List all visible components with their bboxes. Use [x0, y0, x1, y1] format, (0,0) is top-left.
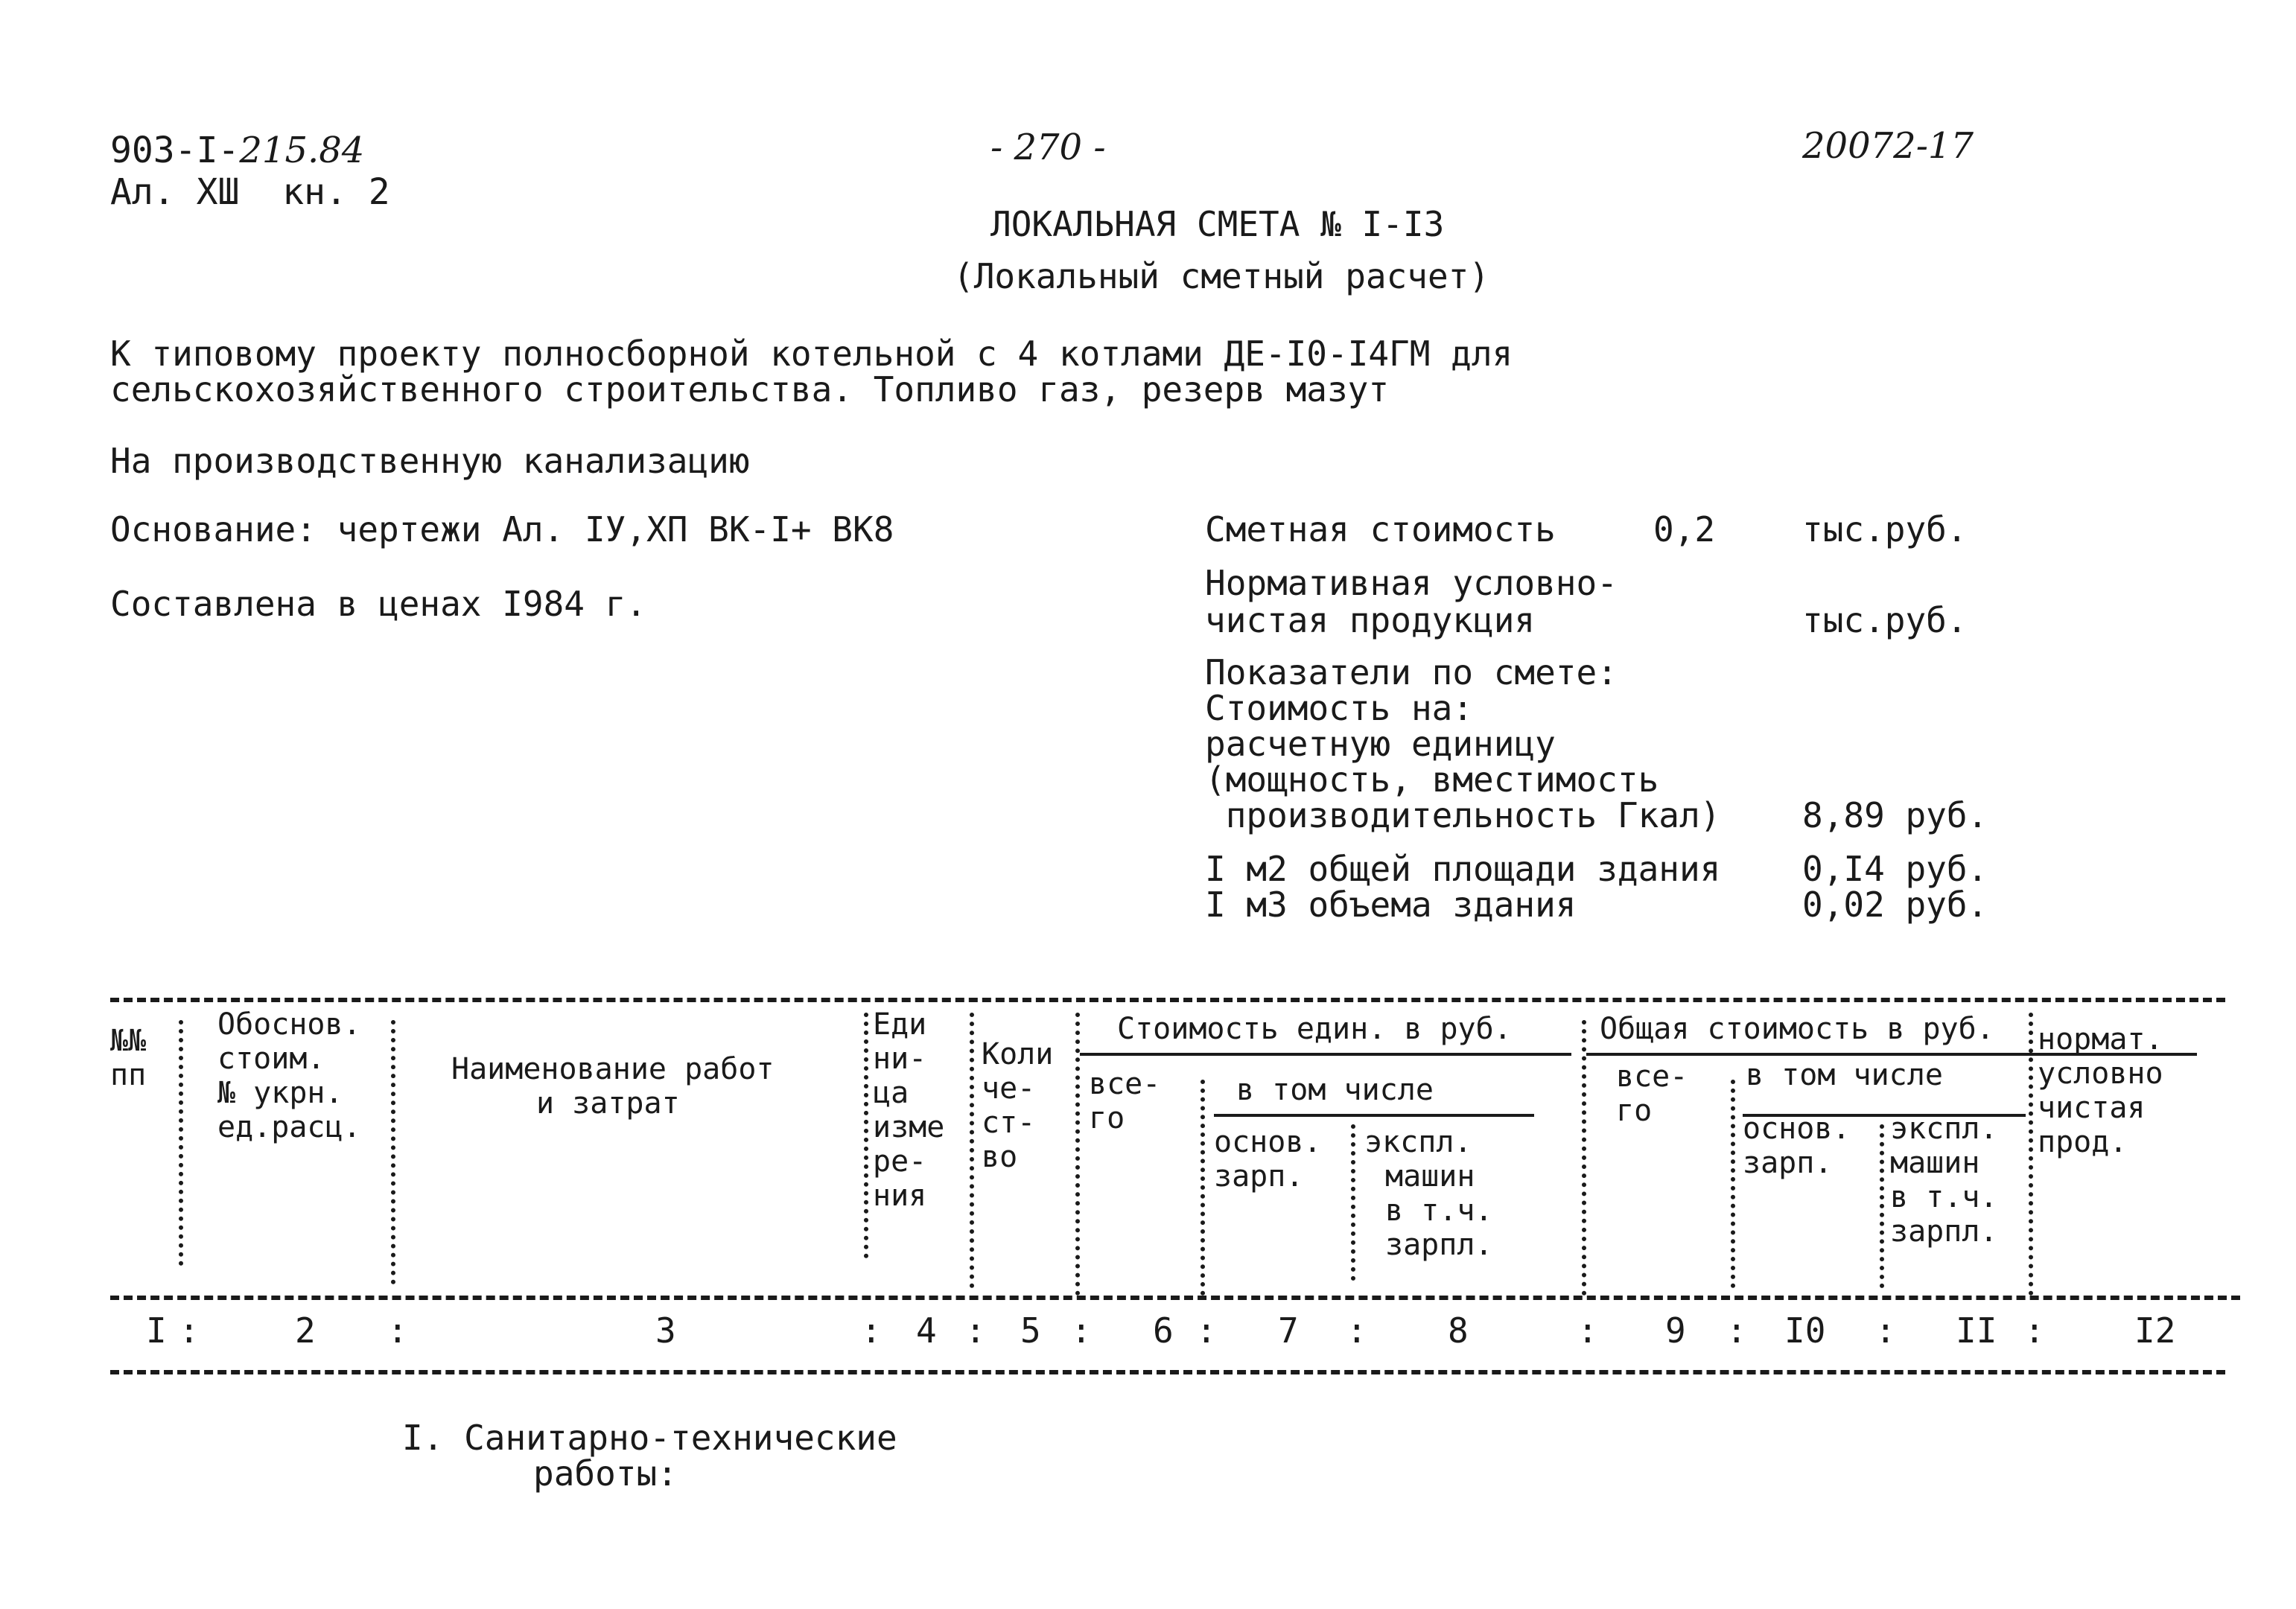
col5-header-line: ст-	[982, 1106, 1036, 1140]
column-separator: :	[1196, 1310, 1217, 1351]
col12-header-line: нормат.	[2038, 1022, 2163, 1057]
column-number: 8	[1448, 1310, 1469, 1351]
col12-header-line: условно	[2038, 1057, 2163, 1091]
column-separator	[179, 1020, 183, 1266]
col11-header-line: экспл.	[1890, 1112, 1998, 1146]
col4-header-line: ни-	[873, 1042, 927, 1076]
col12-header-line: прод.	[2038, 1125, 2128, 1159]
column-separator: :	[1071, 1310, 1092, 1351]
col8-header-line: зарпл.	[1385, 1228, 1493, 1262]
column-number: I2	[2134, 1310, 2176, 1351]
incl1-header: в том числе	[1236, 1073, 1434, 1107]
unit-cost-value: 8,89 руб.	[1802, 795, 1988, 835]
title-line1: ЛОКАЛЬНАЯ СМЕТА № I-I3	[990, 204, 1445, 244]
col3-header-line: и затрат	[536, 1086, 680, 1121]
column-separator	[1351, 1124, 1355, 1281]
column-separator	[1201, 1080, 1205, 1296]
col4-header-line: ре-	[873, 1144, 927, 1179]
area-value: 0,I4 руб.	[1802, 849, 1988, 889]
project-line1: К типовому проекту полносборной котельной с 4 котлами ДЕ-I0-I4ГМ для	[110, 334, 1513, 374]
col10-header-line: зарп.	[1743, 1146, 1833, 1180]
table-top-rule	[110, 998, 2225, 1002]
column-separator	[1880, 1124, 1884, 1288]
col4-header-line: Еди	[873, 1007, 927, 1042]
column-number: 5	[1020, 1310, 1041, 1351]
col8-header-line: экспл.	[1364, 1125, 1472, 1159]
column-number: 9	[1665, 1310, 1686, 1351]
prices: Составлена в ценах I984 г.	[110, 584, 647, 624]
col9-header-line: все-	[1616, 1060, 1688, 1094]
col1-header-line: №№	[110, 1024, 147, 1058]
column-number: 7	[1278, 1310, 1299, 1351]
column-separator: :	[2024, 1310, 2045, 1351]
column-separator	[864, 1013, 868, 1258]
col2-header-line: ед.расц.	[217, 1110, 361, 1144]
col9-header-line: го	[1616, 1094, 1653, 1128]
column-separator: :	[1346, 1310, 1367, 1351]
column-number: I0	[1784, 1310, 1826, 1351]
normative-line1: Нормативная условно-	[1205, 563, 1618, 603]
estimated-cost-unit: тыс.руб.	[1802, 509, 1968, 549]
column-separator: :	[1875, 1310, 1896, 1351]
normative-line2: чистая продукция	[1205, 600, 1536, 640]
column-number: 6	[1153, 1310, 1174, 1351]
doc-code-handwritten: 215.84	[239, 130, 365, 171]
col1-header-line: пп	[110, 1058, 147, 1092]
estimated-cost-value: 0,2	[1653, 509, 1716, 549]
indicators-line: (мощность, вместимость	[1205, 759, 1659, 800]
column-separator: :	[965, 1310, 986, 1351]
col5-header-line: Коли	[982, 1037, 1054, 1071]
incl1-underline	[1214, 1114, 1534, 1117]
col8-header-line: машин	[1385, 1159, 1475, 1194]
album-line: Ал. XШ кн. 2	[110, 171, 390, 213]
col11-header-line: зарпл.	[1890, 1214, 1998, 1249]
col4-header-line: изме	[873, 1110, 945, 1144]
table-header-rule	[110, 1296, 2240, 1300]
column-number: 2	[295, 1310, 316, 1351]
col4-header-line: ца	[873, 1076, 909, 1110]
col5-header-line: че-	[982, 1071, 1036, 1106]
col2-header-line: стоим.	[217, 1042, 325, 1076]
column-separator: :	[1577, 1310, 1598, 1351]
doc-number: 20072-17	[1802, 125, 1974, 167]
col12-header-line: чистая	[2038, 1091, 2146, 1125]
indicators-line: Стоимость на:	[1205, 688, 1474, 728]
col4-header-line: ния	[873, 1179, 927, 1213]
col11-header-line: машин	[1890, 1146, 1980, 1180]
column-separator	[1582, 1020, 1586, 1296]
col2-header-line: № укрн.	[217, 1076, 343, 1110]
section-heading-line1: I. Санитарно-технические	[402, 1418, 897, 1458]
column-separator	[391, 1020, 395, 1284]
col10-header-line: основ.	[1743, 1112, 1851, 1146]
total-cost-group-header: Общая стоимость в руб.	[1600, 1012, 1994, 1046]
estimated-cost-label: Сметная стоимость	[1205, 509, 1556, 549]
project-line2: сельскохозяйственного строительства. Топливо газ, резерв мазут	[110, 369, 1390, 410]
doc-code-prefix: 903-I-	[110, 130, 240, 171]
basis: Основание: чертежи Ал. IУ,ХП ВК-I+ ВК8	[110, 509, 894, 549]
col8-header-line: в т.ч.	[1385, 1194, 1493, 1228]
doc-code	[110, 130, 365, 171]
section-heading-line2: работы:	[533, 1453, 678, 1494]
subject: На производственную канализацию	[110, 441, 750, 481]
col3-header-line: Наименование работ	[451, 1052, 775, 1086]
column-number: 3	[655, 1310, 676, 1351]
indicators-line: производительность Гкал)	[1205, 795, 1721, 835]
column-separator: :	[387, 1310, 408, 1351]
incl2-header: в том числе	[1746, 1058, 1943, 1092]
page-number: - 270 -	[990, 127, 1106, 168]
col5-header-line: во	[982, 1140, 1018, 1174]
column-separator: :	[179, 1310, 200, 1351]
column-number: II	[1956, 1310, 1997, 1351]
unit-cost-group-header: Стоимость един. в руб.	[1117, 1012, 1512, 1046]
col7-header-line: зарп.	[1214, 1159, 1304, 1194]
col6-header-line: го	[1089, 1101, 1125, 1135]
col6-header-line: все-	[1089, 1067, 1161, 1101]
indicators-line: расчетную единицу	[1205, 724, 1556, 764]
volume-label: I м3 объема здания	[1205, 885, 1577, 925]
volume-value: 0,02 руб.	[1802, 885, 1988, 925]
col7-header-line: основ.	[1214, 1125, 1322, 1159]
column-separator	[1731, 1080, 1735, 1288]
column-number: 4	[916, 1310, 937, 1351]
area-label: I м2 общей площади здания	[1205, 849, 1721, 889]
column-separator: :	[861, 1310, 882, 1351]
column-separator	[970, 1013, 974, 1288]
col2-header-line: Обоснов.	[217, 1007, 361, 1042]
title-line2: (Локальный сметный расчет)	[953, 256, 1490, 296]
indicators-line: Показатели по смете:	[1205, 652, 1618, 692]
column-separator: :	[1726, 1310, 1747, 1351]
unit-cost-group-underline	[1080, 1053, 1571, 1056]
table-bottom-rule	[110, 1370, 2225, 1374]
column-number: I	[146, 1310, 167, 1351]
normative-unit: тыс.руб.	[1802, 600, 1968, 640]
col11-header-line: в т.ч.	[1890, 1180, 1998, 1214]
